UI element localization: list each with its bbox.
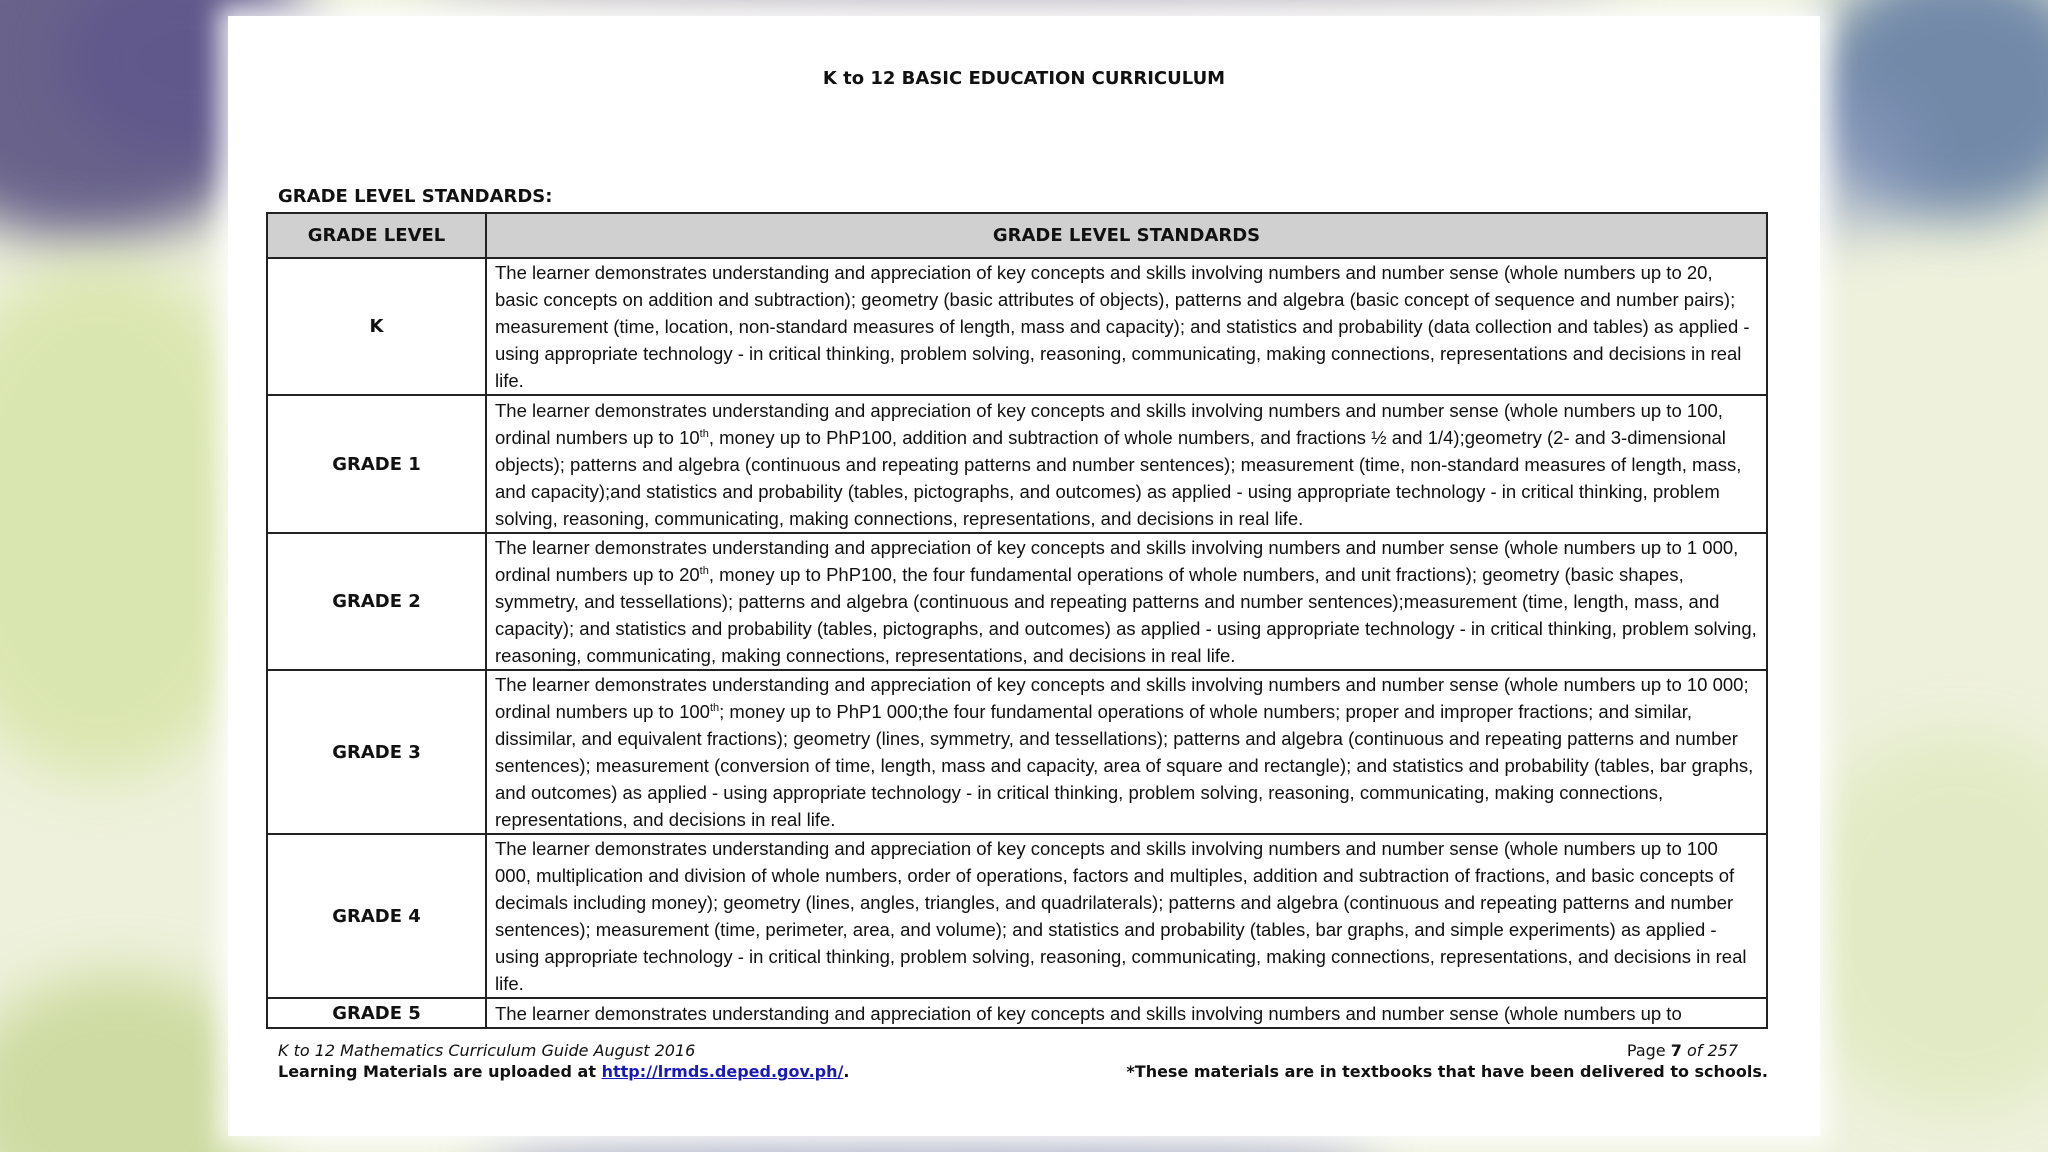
standards-cell: The learner demonstrates understanding and appreciation of key concepts and skills involving numbers and number sense (whole numbers up to 10 000; ordinal numbers up to 100th; money up to PhP1 000;the four fundamental operations of whole numbers; proper and improper fractions; and similar, dissimilar, and equivalent fractions); geometry (lines, symmetry, and tessellations); patterns and algebra (continuous and repeating patterns and number sentences); measurement (conversion of time, length, mass and capacity, area of square and rectangle); and statistics and probability (tables, bar graphs, and outcomes) as applied - using appropriate technology - in critical thinking, problem solving, reasoning, communicating, making connections, representations, and decisions in real life. [486,670,1767,834]
footer-right [1126,1040,1768,1082]
table-row [267,533,1767,670]
grade-level-cell: GRADE 2 [267,533,486,670]
grade-level-cell: K [267,258,486,395]
header-grade-level-standards: GRADE LEVEL STANDARDS [486,213,1767,258]
grade-level-standards-table [266,212,1768,1029]
document-title: K to 12 BASIC EDUCATION CURRICULUM [822,68,1226,89]
table-row [267,998,1767,1028]
grade-level-cell: GRADE 4 [267,834,486,998]
footer-left [278,1040,849,1082]
table-row [267,670,1767,834]
page-number: 7 [1670,1041,1682,1060]
standards-cell: The learner demonstrates understanding and appreciation of key concepts and skills involving numbers and number sense (whole numbers up to 20, basic concepts on addition and subtraction); geometry (basic attributes of objects), patterns and algebra (basic concept of sequence and number pairs); measurement (time, location, non-standard measures of length, mass and capacity); and statistics and probability (data collection and tables) as applied - using appropriate technology - in critical thinking, problem solving, reasoning, communicating, making connections, representations and decisions in real life. [486,258,1767,395]
table-row [267,395,1767,533]
grade-level-cell: GRADE 1 [267,395,486,533]
section-label: GRADE LEVEL STANDARDS: [278,186,553,207]
table-row [267,834,1767,998]
table-row [267,258,1767,395]
curriculum-guide-caption: K to 12 Mathematics Curriculum Guide August 2016 [278,1041,696,1060]
lrmds-link[interactable]: http://lrmds.deped.gov.ph/ [601,1062,844,1081]
standards-cell: The learner demonstrates understanding and appreciation of key concepts and skills involving numbers and number sense (whole numbers up to 1 000, ordinal numbers up to 20th, money up to PhP100, the four fundamental operations of whole numbers, and unit fractions); geometry (basic shapes, symmetry, and tessellations); patterns and algebra (continuous and repeating patterns and number sentences);measurement (time, length, mass, and capacity); and statistics and probability (tables, pictographs, and outcomes) as applied - using appropriate technology - in critical thinking, problem solving, reasoning, communicating, making connections, representations, and decisions in real life. [486,533,1767,670]
grade-level-cell: GRADE 3 [267,670,486,834]
textbook-note: *These materials are in textbooks that have been delivered to schools. [1126,1062,1768,1081]
grade-level-cell: GRADE 5 [267,998,486,1028]
standards-cell: The learner demonstrates understanding and appreciation of key concepts and skills involving numbers and number sense (whole numbers up to [486,998,1767,1028]
header-grade-level: GRADE LEVEL [267,213,486,258]
document-page [228,16,1820,1136]
page-indicator: Page 7 of 257 [1626,1041,1738,1060]
standards-cell: The learner demonstrates understanding and appreciation of key concepts and skills involving numbers and number sense (whole numbers up to 100 000, multiplication and division of whole numbers, order of operations, factors and multiples, addition and subtraction of fractions, and basic concepts of decimals including money); geometry (lines, angles, triangles, and quadrilaterals); patterns and algebra (continuous and repeating patterns and number sentences); measurement (time, perimeter, area, and volume); and statistics and probability (tables, bar graphs, and simple experiments) as applied - using appropriate technology - in critical thinking, problem solving, reasoning, communicating, making connections, representations, and decisions in real life. [486,834,1767,998]
standards-cell: The learner demonstrates understanding and appreciation of key concepts and skills involving numbers and number sense (whole numbers up to 100, ordinal numbers up to 10th, money up to PhP100, addition and subtraction of whole numbers, and fractions ½ and 1/4);geometry (2- and 3-dimensional objects); patterns and algebra (continuous and repeating patterns and number sentences); measurement (time, non-standard measures of length, mass, and capacity);and statistics and probability (tables, pictographs, and outcomes) as applied - using appropriate technology - in critical thinking, problem solving, reasoning, communicating, making connections, representations, and decisions in real life. [486,395,1767,533]
table-header-row [267,213,1767,258]
upload-notice: Learning Materials are uploaded at http://lrmds.deped.gov.ph/. [278,1062,850,1081]
